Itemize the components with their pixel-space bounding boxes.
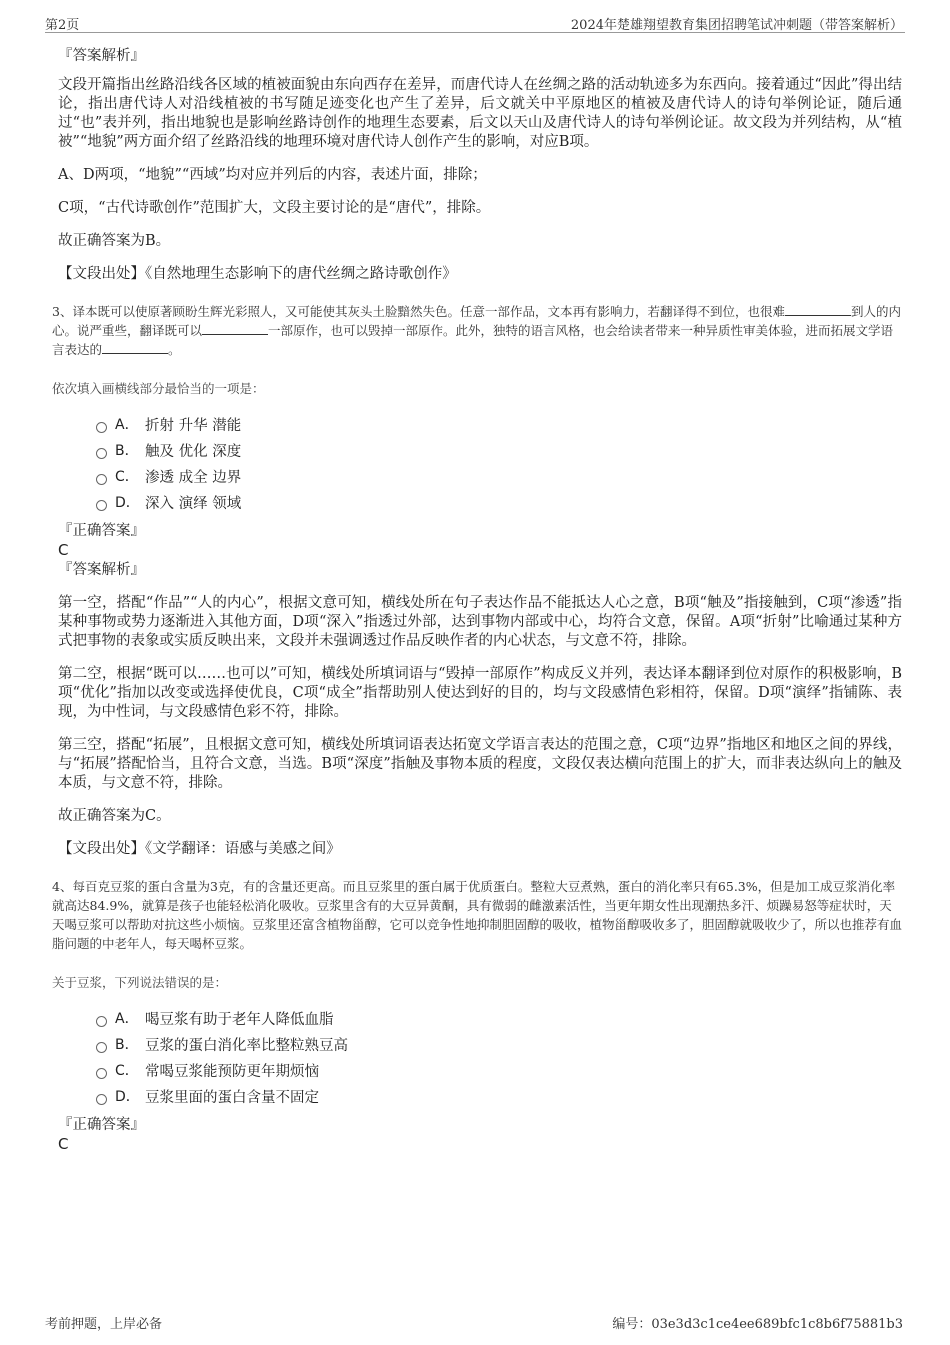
question-text: 3、译本既可以使原著顾盼生辉光彩照人，又可能使其灰头土脸黯然失色。任意一部作品，文本再有影响力，若翻译得不到位，也很难 到人的内心。说严重些，翻译既可以 一部原作，也可以毁掉一部原作。此外，独特的语言风格，也会给读者带来一种异质性审美体验，进而拓展文学语言表达的 。 <box>52 304 901 357</box>
option-list <box>96 1005 902 1109</box>
correct-answer-label: 『正确答案』 <box>58 523 145 539</box>
analysis-paragraph: 第三空，搭配“拓展”，且根据文意可知，横线处所填词语表达拓宽文学语言表达的范围之意，C项“边界”指地区和地区之间的界线，与“拓展”搭配恰当，且符合文意，当选。B项“深度”指触及事物本质的程度，文段仅表达横向范围上的扩大，而非表达纵向上的触及本质，与文意不符，排除。 <box>58 737 902 791</box>
fill-blank <box>785 303 851 316</box>
section-1 <box>52 46 902 284</box>
analysis-label: 『答案解析』 <box>58 562 145 578</box>
source-citation: 【文段出处】《文学翻译：语感与美感之间》 <box>58 841 341 857</box>
question-3 <box>52 302 902 859</box>
analysis-paragraph: C项，“古代诗歌创作”范围扩大，文段主要讨论的是“唐代”，排除。 <box>58 200 491 216</box>
analysis-paragraph: 第一空，搭配“作品”“人的内心”，根据文意可知，横线处所在句子表达作品不能抵达人心之意，B项“触及”指接触到，C项“渗透”指某种事物或势力逐渐进入其他方面，D项“深入”指透过外部，达到事物内部或中心，均符合文意，保留。A项“折射”比喻通过某种方式把事物的表象或实质反映出来，文段并未强调透过作品反映作者的内心状态，与文意不符，排除。 <box>58 595 902 649</box>
correct-answer: C <box>58 1135 69 1153</box>
radio-button[interactable] <box>96 1094 107 1105</box>
question-prompt: 关于豆浆，下列说法错误的是： <box>52 975 228 990</box>
correct-answer-label: 『正确答案』 <box>58 1117 145 1133</box>
radio-button[interactable] <box>96 448 107 459</box>
analysis-conclusion: 故正确答案为C。 <box>58 808 171 824</box>
analysis-paragraph: A、D两项，“地貌”“西域”均对应并列后的内容，表述片面，排除； <box>58 167 487 183</box>
option-d[interactable]: D． 豆浆里面的蛋白含量不固定 <box>96 1083 902 1109</box>
fill-blank <box>102 341 168 354</box>
radio-button[interactable] <box>96 474 107 485</box>
option-c[interactable]: C． 常喝豆浆能预防更年期烦恼 <box>96 1057 902 1083</box>
option-d[interactable]: D． 深入 演绎 领域 <box>96 489 902 515</box>
radio-button[interactable] <box>96 1016 107 1027</box>
analysis-label: 『答案解析』 <box>58 48 145 64</box>
page-number: 第2页 <box>45 18 80 33</box>
page-content <box>52 40 902 1154</box>
option-b[interactable]: B． 触及 优化 深度 <box>96 437 902 463</box>
correct-answer: C <box>58 541 69 559</box>
option-a[interactable]: A． 折射 升华 潜能 <box>96 411 902 437</box>
option-a[interactable]: A． 喝豆浆有助于老年人降低血脂 <box>96 1005 902 1031</box>
analysis-conclusion: 故正确答案为B。 <box>58 233 171 249</box>
question-4 <box>52 877 902 1154</box>
source-citation: 【文段出处】《自然地理生态影响下的唐代丝绸之路诗歌创作》 <box>58 266 457 282</box>
radio-button[interactable] <box>96 422 107 433</box>
footer-slogan: 考前押题，上岸必备 <box>45 1317 163 1332</box>
radio-button[interactable] <box>96 1042 107 1053</box>
page-header <box>45 10 905 33</box>
option-c[interactable]: C． 渗透 成全 边界 <box>96 463 902 489</box>
question-text: 4、每百克豆浆的蛋白含量为3克，有的含量还更高。而且豆浆里的蛋白属于优质蛋白。整粒大豆煮熟，蛋白的消化率只有65.3%，但是加工成豆浆消化率就高达84.9%，就算是孩子也能轻松消化吸收。豆浆里含有的大豆异黄酮，具有微弱的雌激素活性，当更年期女性出现潮热多汗、烦躁易怒等症状时，天天喝豆浆可以帮助对抗这些小烦恼。豆浆里还富含植物甾醇，它可以竞争性地抑制胆固醇的吸收，植物甾醇吸收多了，胆固醇就吸收少了，所以也推荐有血脂问题的中老年人，每天喝杯豆浆。 <box>52 879 903 951</box>
option-list <box>96 411 902 515</box>
analysis-paragraph: 文段开篇指出丝路沿线各区域的植被面貌由东向西存在差异，而唐代诗人在丝绸之路的活动轨迹多为东西向。接着通过“因此”得出结论，指出唐代诗人对沿线植被的书写随足迹变化也产生了差异，后文就关中平原地区的植被及唐代诗人的诗句举例论证，随后通过“也”表并列，指出地貌也是影响丝路诗创作的地理生态要素，后文以天山及唐代诗人的诗句举例论证。故文段为并列结构，从“植被”“地貌”两方面介绍了丝路沿线的地理环境对唐代诗人创作产生的影响，对应B项。 <box>58 77 902 150</box>
option-b[interactable]: B． 豆浆的蛋白消化率比整粒熟豆高 <box>96 1031 902 1057</box>
document-id: 编号：03e3d3c1ce4ee689bfc1c8b6f75881b3 <box>612 1317 903 1332</box>
radio-button[interactable] <box>96 1068 107 1079</box>
fill-blank <box>202 322 268 335</box>
document-title: 2024年楚雄翔望教育集团招聘笔试冲刺题（带答案解析） <box>570 18 903 33</box>
radio-button[interactable] <box>96 500 107 511</box>
analysis-paragraph: 第二空，根据“既可以……也可以”可知，横线处所填词语与“毁掉一部原作”构成反义并列，表达译本翻译到位对原作的积极影响，B项“优化”指加以改变或选择使优良，C项“成全”指帮助别人使达到好的目的，均与文段感情色彩相符，保留。D项“演绎”指铺陈、表现，为中性词，与文段感情色彩不符，排除。 <box>58 666 902 720</box>
question-prompt: 依次填入画横线部分最恰当的一项是： <box>52 381 265 396</box>
